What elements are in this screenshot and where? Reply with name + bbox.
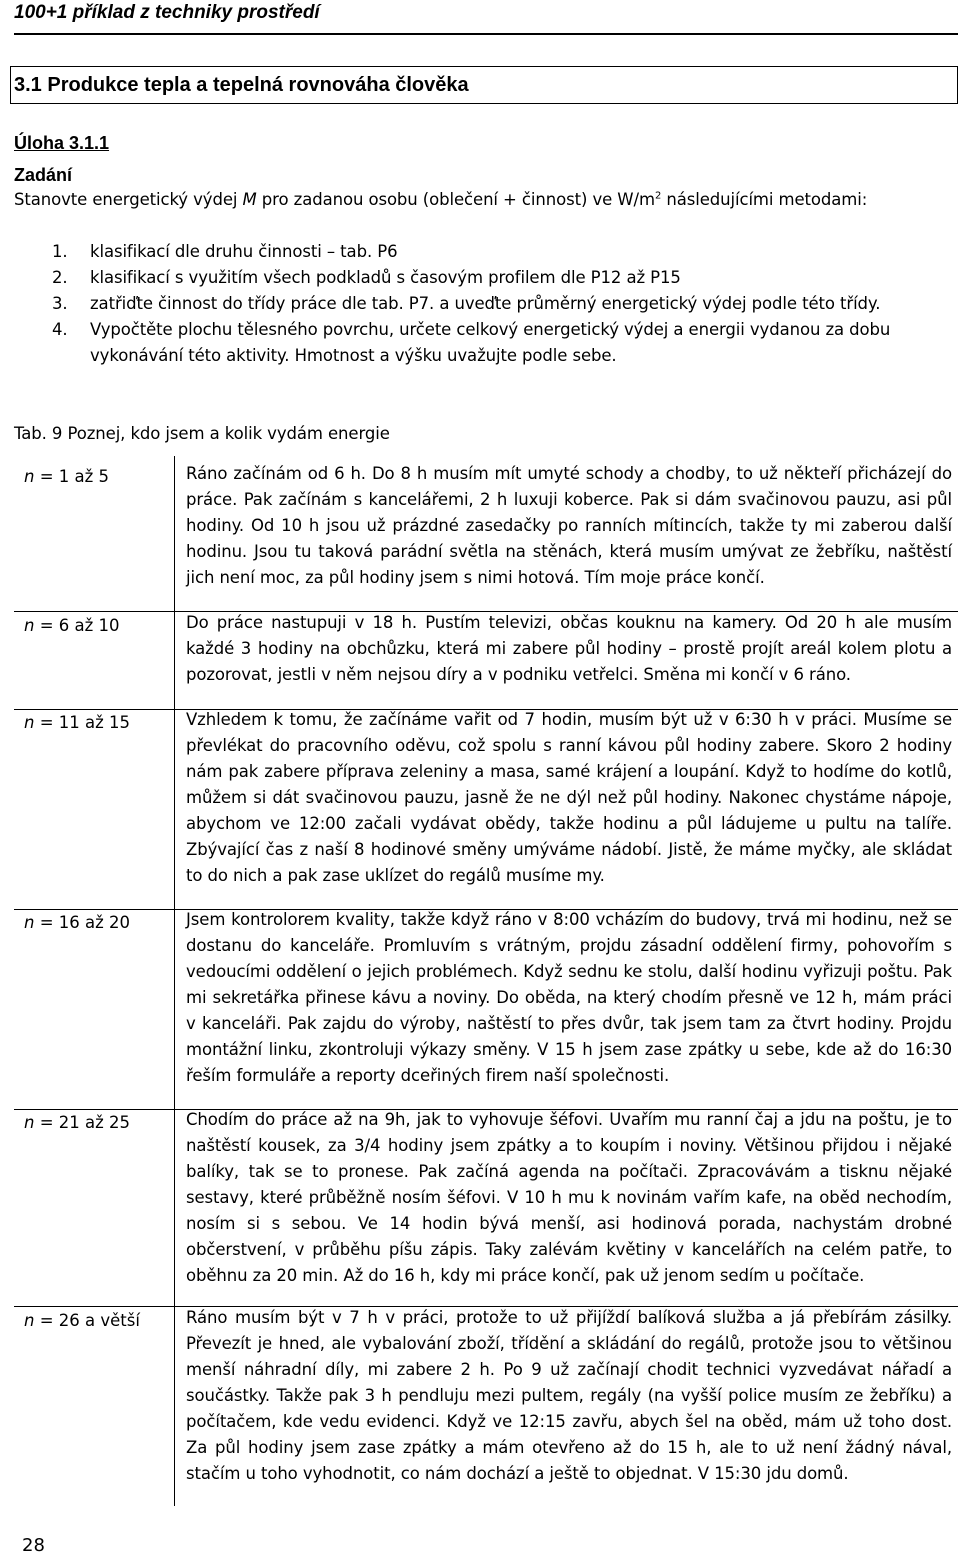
row-range: = 16 až 20 [34, 913, 131, 932]
assignment-heading: Zadání [14, 165, 73, 185]
row-label [24, 1110, 130, 1136]
row-description: Ráno musím být v 7 h v práci, protože to už přijíždí balíková služba a já přebírám zásilky. Převezít je hned, ale vybalování zboží, třídění a skládání do regálů, protože jsou to většinou menší náhradní díly, mi zabere 2 h. Po 9 už začínají chodit technici vyzvedávat nářadí a součástky. Takže pak 3 h pendluju mezi pultem, regály (na vyšší police musím ze žebříku) a počítačem, kde vedu evidenci. Když ve 12:15 zavřu, abych šel na oběd, mám už toho dost. Za půl hodiny jsem zase zpátky a mám otevřeno až do 15 h, ale to už není žádný nával, stačím u toho vyhodnotit, co nám dochází a ještě to objednat. V 15:30 jdu domů. [186, 1308, 952, 1483]
row-description: Vzhledem k tomu, že začínáme vařit od 7 hodin, musím být už v 6:30 h v práci. Musíme se převlékat do pracovního oděvu, což spolu s ranní kávou půl hodiny zabere. Skoro 2 hodiny nám pak zabere příprava zeleniny a masa, samé krájení a loupání. Když to hodíme do kotlů, můžem si dát svačinovou pauzu, jasně že ne dýl než půl hodiny. Nakonec chystáme nápoje, abychom ve 12:00 začali vydávat obědy, takže hodinu a půl ládujeme u pultu na talíře. Zbývající čas z naší 8 hodinové směny umýváme nádobí. Jistě, že máme myčky, ale skládat to do nich a pak zase uklízet do regálů musíme my. [186, 710, 952, 885]
task-title: Úloha 3.1.1 [14, 133, 110, 153]
method-item [14, 291, 954, 317]
symbol-M: M [242, 190, 257, 209]
n-symbol: n [24, 1311, 35, 1330]
method-text: Vypočtěte plochu tělesného povrchu, určete celkový energetický výdej a energii vydanou za dobu vykonávání této aktivity. Hmotnost a výšku uvažujte podle sebe. [90, 320, 891, 365]
column-divider [174, 456, 175, 1506]
method-text: klasifikací s využitím všech podkladů s časovým profilem dle P12 až P15 [90, 268, 681, 287]
intro-text-1: Stanovte energetický výdej [14, 190, 243, 209]
row-label [24, 464, 109, 490]
row-description: Jsem kontrolorem kvality, takže když ráno v 8:00 vcházím do budovy, trvá mi hodinu, než se dostanu do kanceláře. Promluvím s vrátným, projdu zásadní oddělení firmy, pohovořím s vedoucími oddělení o jejich problémech. Když sednu ke stolu, další hodinu vyřizuji poštu. Pak mi sekretářka přinese kávu a noviny. Do oběda, na který chodím přesně ve 12 h, mám práci v kanceláři. Pak zajdu do výroby, naštěstí to přes dvůr, tak jsem tam za čtvrt hodiny. Projdu montážní linku, zkontroluji výkazy směny. V 15 h jsem zase zpátky u sebe, kde až do 16:30 řeším formuláře a reporty dceřiných firem naší společnosti. [186, 910, 952, 1085]
n-symbol: n [24, 467, 35, 486]
method-text: klasifikací dle druhu činnosti – tab. P6 [90, 242, 398, 261]
activity-table [14, 456, 958, 1506]
n-symbol: n [24, 913, 35, 932]
n-symbol: n [24, 1113, 35, 1132]
method-number: 3. [52, 294, 68, 313]
row-label [24, 613, 120, 639]
row-label [24, 710, 130, 736]
running-head: 100+1 příklad z techniky prostředí [14, 2, 320, 23]
method-number: 4. [52, 320, 68, 339]
method-item [14, 317, 954, 369]
n-symbol: n [24, 616, 35, 635]
row-label [24, 910, 130, 936]
method-item [14, 265, 954, 291]
row-description: Ráno začínám od 6 h. Do 8 h musím mít umyté schody a chodby, to už někteří přicházejí do práce. Pak začínám s kancelářemi, 2 h luxuji koberce. Pak si dám svačinovou pauzu, asi půl hodiny. Od 10 h jsou už prázdné zasedačky po ranních mítincích, takže ty mi zaberou další hodinu. Jsou tu taková parádní světla na stěnách, která musím umývat ze žebříku, naštěstí jich není moc, za půl hodiny jsem s nimi hotová. Tím moje práce končí. [186, 464, 952, 587]
unit-superscript: 2 [654, 190, 662, 202]
row-description: Chodím do práce až na 9h, jak to vyhovuje šéfovi. Uvařím mu ranní čaj a jdu na poštu, je to naštěstí kousek, za 3/4 hodiny jsem zpátky a to koupím i noviny. Většinou přijdou i nějaké balíky, tak se to pronese. Pak začíná agenda na počítači. Zpracovávám a tisknu nějaké sestavy, které průběžně nosím šéfovi. V 10 h mu k novinám vařím kafe, na oběd nechodím, nosím si s sebou. Ve 14 hodin bývá menší, asi hodinová porada, nachystám drobné občerstvení, v průběhu píšu zápis. Taky zalévám květiny v kancelářích na celém patře, to oběhnu za 20 min. Až do 16 h, kdy mi práce končí, pak už jenom sedím u počítače. [186, 1110, 952, 1285]
method-number: 2. [52, 268, 68, 287]
row-range: = 11 až 15 [34, 713, 131, 732]
header-rule [14, 33, 958, 35]
assignment-intro [14, 187, 954, 213]
page-number: 28 [22, 1535, 45, 1556]
section-title: 3.1 Produkce tepla a tepelná rovnováha člověka [14, 74, 469, 96]
method-item [14, 239, 954, 265]
row-range: = 1 až 5 [34, 467, 110, 486]
methods-list [14, 239, 954, 369]
row-range: = 21 až 25 [34, 1113, 131, 1132]
table-caption: Tab. 9 Poznej, kdo jsem a kolik vydám energie [14, 424, 390, 443]
row-description: Do práce nastupuji v 18 h. Pustím televizi, občas kouknu na kamery. Od 20 h ale musím každé 3 hodiny na obchůzku, která mi zabere půl hodiny – prostě projít areál kolem plotu a pozorovat, jestli v něm nejsou díry a v podniku vetřelci. Směna mi končí v 6 ráno. [186, 613, 952, 684]
method-text: zatřiďte činnost do třídy práce dle tab. P7. a uveďte průměrný energetický výdej podle této třídy. [90, 294, 881, 313]
method-number: 1. [52, 242, 68, 261]
n-symbol: n [24, 713, 35, 732]
intro-text-3: následujícími metodami: [661, 190, 868, 209]
row-label [24, 1308, 140, 1334]
row-range: = 26 a větší [34, 1311, 140, 1330]
intro-text-2: pro zadanou osobu (oblečení + činnost) ve W/m [256, 190, 655, 209]
row-range: = 6 až 10 [34, 616, 120, 635]
